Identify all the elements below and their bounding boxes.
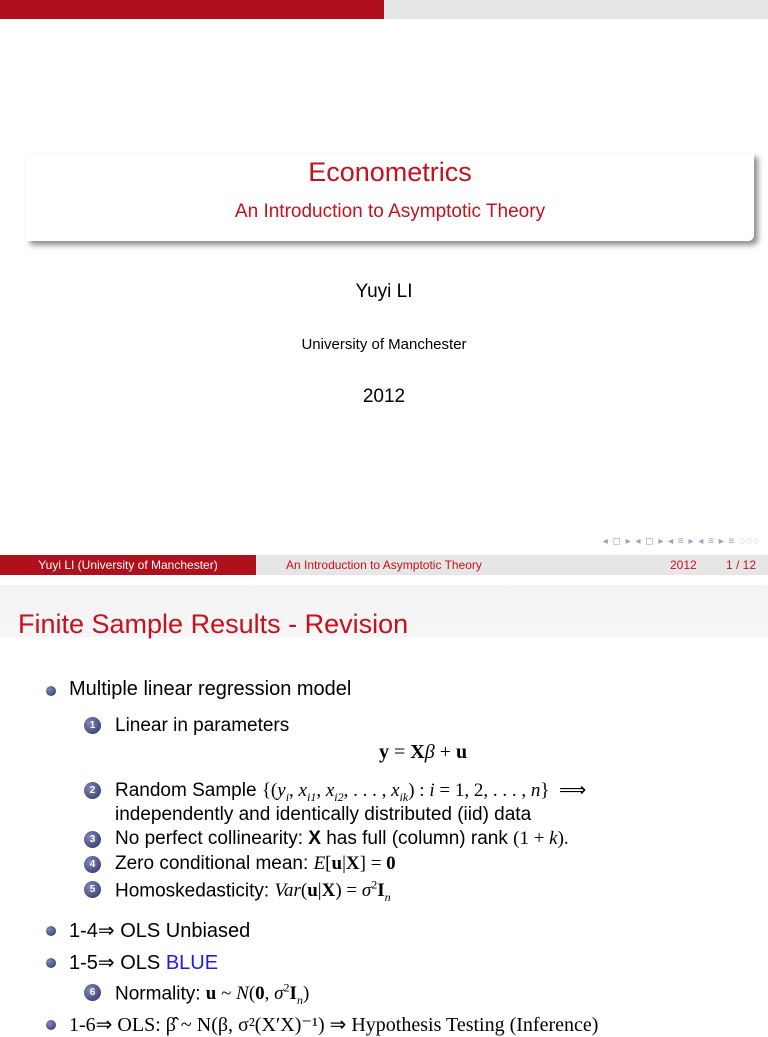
bullet-prefix: 1-5⇒ OLS — [69, 952, 161, 974]
variance-expression: $Var(u|X) = \sigma^2I_n$ — [274, 878, 391, 905]
bullet-icon — [46, 958, 56, 968]
enum-icon: 1 — [84, 717, 101, 734]
enum-icon: 6 — [84, 984, 101, 1001]
model-equation: y = Xβ + u — [379, 741, 468, 763]
enum-rest: has full (column) rank — [326, 828, 508, 849]
footer-year: 2012 — [670, 558, 697, 572]
bullet-text: 1-4⇒ OLS Unbiased — [69, 920, 251, 942]
footer-author: Yuyi LI (University of Manchester) — [0, 555, 256, 575]
enum-icon: 3 — [84, 831, 101, 848]
rank-expression: (1 + k). — [513, 828, 569, 849]
enum-label: Random Sample — [115, 780, 257, 801]
footer-right — [512, 555, 768, 575]
presentation-subtitle: An Introduction to Asymptotic Theory — [234, 201, 546, 222]
bullet-text-cutoff: 1-6⇒ OLS: β̂ ~ N(β, σ²(X′X)⁻¹) ⇒ Hypothesis Testing (Inference) — [69, 1014, 599, 1036]
enum-icon: 4 — [84, 856, 101, 873]
date: 2012 — [362, 386, 406, 407]
enum-text-line1 — [115, 779, 586, 805]
zero-mean-expression: E[u|X] = 0 — [313, 853, 396, 874]
header-bar-red — [0, 0, 384, 19]
header-bar-gray — [384, 0, 768, 19]
author: Yuyi LI — [355, 281, 413, 302]
normality-expression: u ~ N(0, $\sigma^2I_n$) — [205, 981, 310, 1008]
footer-page-number: 1 / 12 — [725, 558, 756, 572]
bullet-icon — [46, 926, 56, 936]
footer-title: An Introduction to Asymptotic Theory — [256, 555, 512, 575]
sample-set-expression: {($y_i$, $x_{i1}$, $x_{i2}$, . . . , $x_{ik}$) : i = 1, 2, . . . , n} ⟹ — [261, 780, 587, 804]
institution: University of Manchester — [301, 336, 467, 353]
enum-label: No perfect collinearity: — [115, 828, 303, 849]
header-bar — [0, 0, 768, 19]
bullet-text: Multiple linear regression model — [69, 678, 352, 700]
beamer-navigation-icons[interactable]: ◂ ◻ ▸ ◂ ◻ ▸ ◂ ≡ ▸ ◂ ≡ ▸ ≡ ◌◌◌ — [602, 536, 760, 547]
enum-label: Homoskedasticity: — [115, 880, 270, 902]
bullet-text — [69, 950, 218, 975]
enum-label: Zero conditional mean: — [115, 853, 309, 874]
enum-text — [115, 878, 391, 905]
presentation-title: Econometrics — [308, 157, 472, 187]
frame-title: Finite Sample Results - Revision — [18, 609, 409, 639]
enum-text-line2: independently and identically distributed (iid) data — [115, 804, 532, 825]
footer-bar — [0, 555, 768, 575]
content-slide — [0, 575, 768, 1036]
enum-text — [115, 981, 309, 1008]
title-box — [26, 153, 754, 241]
enum-text: No perfect collinearity: X has full (column) rank (1 + k). — [115, 828, 569, 849]
bullet-icon — [46, 1020, 56, 1030]
enum-text: Linear in parameters — [115, 715, 290, 736]
enum-icon: 5 — [84, 881, 101, 898]
bullet-icon — [46, 686, 56, 696]
enum-text — [115, 853, 396, 875]
enum-label: Normality: — [115, 983, 201, 1005]
blue-highlight: BLUE — [165, 952, 219, 974]
enum-icon: 2 — [84, 782, 101, 799]
